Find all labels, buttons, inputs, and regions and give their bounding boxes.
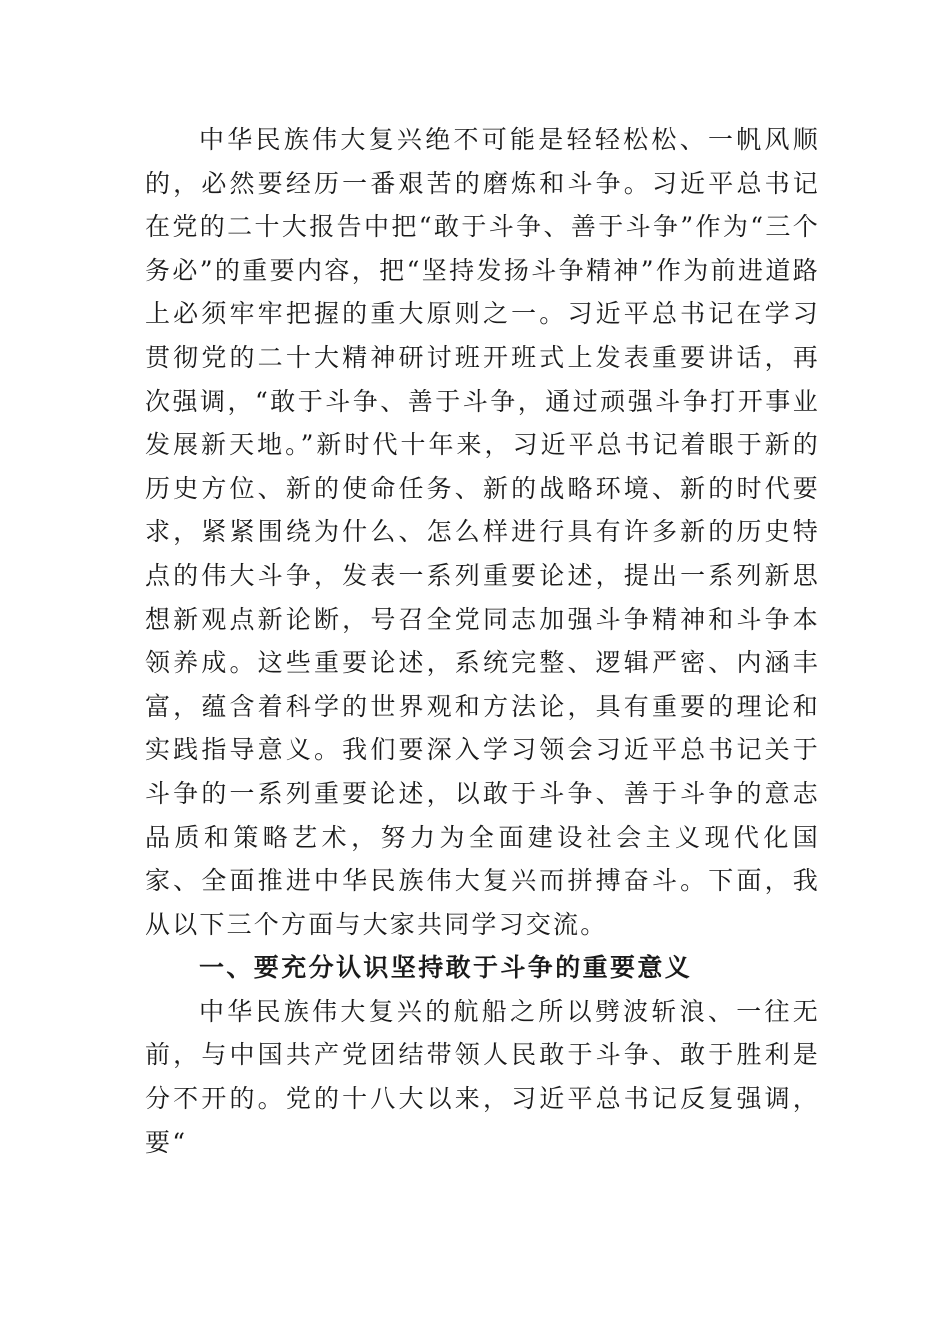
section-1-paragraph: 中华民族伟大复兴的航船之所以劈波斩浪、一往无前，与中国共产党团结带领人民敢于斗争、敢于胜利是分不开的。党的十八大以来，习近平总书记反复强调，要“: [145, 996, 820, 1157]
section-heading-1: 一、要充分认识坚持敢于斗争的重要意义: [199, 953, 693, 983]
document-body: [145, 118, 820, 1164]
intro-paragraph: 中华民族伟大复兴绝不可能是轻轻松松、一帆风顺的，必然要经历一番艰苦的磨炼和斗争。习近平总书记在党的二十大报告中把“敢于斗争、善于斗争”作为“三个务必”的重要内容，把“坚持发扬斗争精神”作为前进道路上必须牢牢把握的重大原则之一。习近平总书记在学习贯彻党的二十大精神研讨班开班式上发表重要讲话，再次强调，“敢于斗争、善于斗争，通过顽强斗争打开事业发展新天地。”新时代十年来，习近平总书记着眼于新的历史方位、新的使命任务、新的战略环境、新的时代要求，紧紧围绕为什么、怎么样进行具有许多新的历史特点的伟大斗争，发表一系列重要论述，提出一系列新思想新观点新论断，号召全党同志加强斗争精神和斗争本领养成。这些重要论述，系统完整、逻辑严密、内涵丰富，蕴含着科学的世界观和方法论，具有重要的理论和实践指导意义。我们要深入学习领会习近平总书记关于斗争的一系列重要论述，以敢于斗争、善于斗争的意志品质和策略艺术，努力为全面建设社会主义现代化国家、全面推进中华民族伟大复兴而拼搏奋斗。下面，我从以下三个方面与大家共同学习交流。: [145, 125, 820, 939]
